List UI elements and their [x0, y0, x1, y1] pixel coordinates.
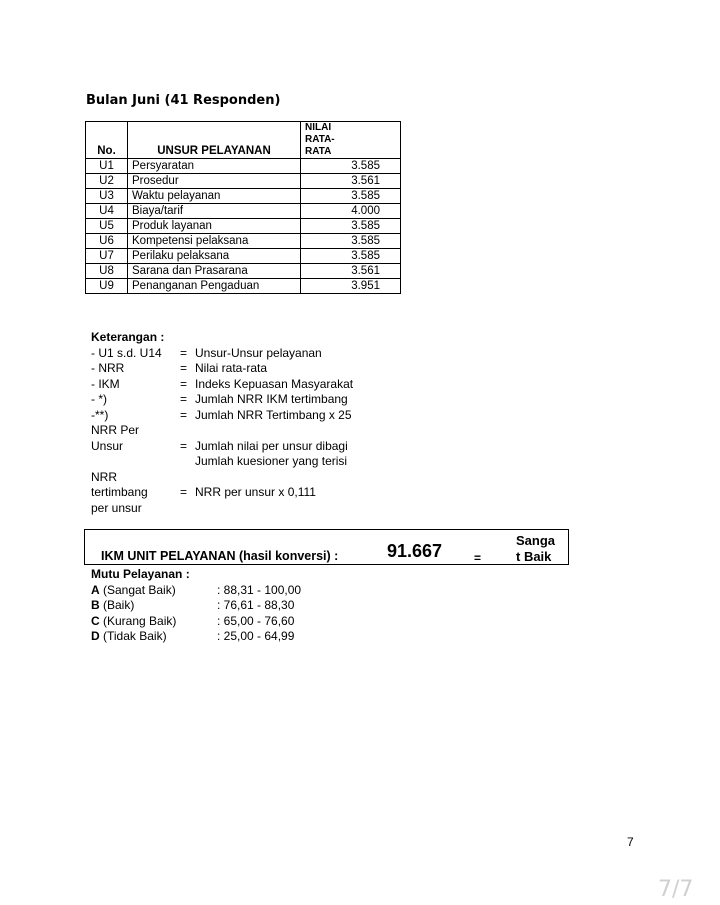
legend-row	[91, 470, 164, 486]
row-no: U6	[86, 234, 128, 249]
page-count: 7/7	[658, 877, 694, 902]
row-nilai: 4.000	[301, 204, 401, 219]
service-elements-table	[85, 121, 401, 294]
mutu-pelayanan	[91, 567, 302, 645]
row-unsur: Persyaratan	[128, 159, 301, 174]
legend-key: NRR Per	[91, 423, 140, 437]
legend-value: Jumlah NRR IKM tertimbang	[195, 392, 348, 406]
row-nilai: 3.585	[301, 249, 401, 264]
table-row	[86, 189, 401, 204]
legend-key: tertimbang	[91, 485, 148, 499]
row-no: U8	[86, 264, 128, 279]
grade-label	[91, 598, 134, 614]
legend-key: Unsur	[91, 438, 124, 453]
row-nilai: 3.561	[301, 174, 401, 189]
legend-equals: =	[180, 485, 188, 499]
row-no: U4	[86, 204, 128, 219]
grade-row	[91, 629, 295, 645]
row-unsur: Penanganan Pengaduan	[128, 279, 301, 294]
legend-equals: =	[180, 376, 188, 391]
row-unsur: Waktu pelayanan	[128, 189, 301, 204]
table-row	[86, 234, 401, 249]
row-no: U5	[86, 219, 128, 234]
grade-range: : 76,61 - 88,30	[217, 598, 295, 612]
legend-value: Indeks Kepuasan Masyarakat	[195, 376, 354, 391]
header-nilai-line: RATA-	[305, 134, 335, 145]
grade-row	[91, 613, 295, 630]
legend-value: NRR per unsur x 0,111	[195, 485, 316, 499]
legend-row	[91, 423, 164, 439]
legend-key: - NRR	[91, 361, 125, 375]
row-nilai: 3.561	[301, 264, 401, 279]
header-nilai-line: NILAI	[305, 122, 332, 133]
legend-value: Unsur-Unsur pelayanan	[195, 345, 322, 360]
legend-row	[91, 501, 164, 517]
legend-row	[91, 438, 348, 455]
grade-label	[91, 583, 176, 599]
grade-range: : 65,00 - 76,60	[217, 613, 295, 628]
header-no: No.	[86, 122, 128, 159]
section-heading: Bulan Juni (41 Responden)	[86, 93, 281, 108]
row-unsur: Perilaku pelaksana	[128, 249, 301, 264]
grade-desc: (Tidak Baik)	[99, 629, 167, 643]
grade-letter: D	[91, 629, 100, 643]
row-nilai: 3.951	[301, 279, 401, 294]
ikm-category-line: t Baik	[516, 549, 552, 564]
legend-key: NRR	[91, 469, 117, 484]
grade-letter: A	[91, 582, 100, 597]
row-unsur: Sarana dan Prasarana	[128, 264, 301, 279]
legend-value: Jumlah nilai per unsur dibagi	[195, 438, 348, 453]
legend-row	[91, 376, 354, 393]
legend-key: -**)	[91, 407, 109, 422]
keterangan-title: Keterangan :	[91, 330, 165, 344]
row-no: U7	[86, 249, 128, 264]
ikm-score: 91.667	[387, 541, 443, 561]
legend-key: per unsur	[91, 500, 142, 515]
header-nilai-line: RATA	[305, 146, 332, 157]
row-nilai: 3.585	[301, 159, 401, 174]
legend-equals: =	[180, 392, 188, 406]
grade-row	[91, 582, 302, 599]
row-nilai: 3.585	[301, 219, 401, 234]
legend-value: Nilai rata-rata	[195, 361, 268, 375]
legend-value: Jumlah kuesioner yang terisi	[195, 454, 348, 468]
legend-key: - U1 s.d. U14	[91, 345, 162, 360]
legend-key: - IKM	[91, 376, 120, 391]
legend-value: Jumlah NRR Tertimbang x 25	[195, 407, 352, 422]
row-no: U9	[86, 279, 128, 294]
legend-equals: =	[180, 345, 188, 360]
table-row	[86, 174, 401, 189]
grade-range: : 88,31 - 100,00	[217, 582, 302, 597]
legend-row	[91, 407, 352, 424]
ikm-category-line: Sanga	[516, 533, 556, 548]
ikm-equals: =	[474, 551, 482, 565]
grade-desc: (Kurang Baik)	[99, 613, 177, 628]
table-row	[86, 204, 401, 219]
grade-label	[91, 614, 176, 630]
grade-label	[91, 629, 167, 645]
row-nilai: 3.585	[301, 234, 401, 249]
table-header-row	[86, 122, 401, 159]
ikm-category	[516, 533, 564, 565]
table-row	[86, 249, 401, 264]
legend-row	[91, 485, 316, 501]
table-row	[86, 279, 401, 294]
legend-row	[91, 454, 348, 470]
row-unsur: Kompetensi pelaksana	[128, 234, 301, 249]
legend-equals: =	[180, 407, 188, 422]
table-row	[86, 264, 401, 279]
legend-row	[91, 345, 322, 362]
grade-row	[91, 598, 295, 614]
grade-letter: B	[91, 598, 100, 612]
legend-key: - *)	[91, 392, 107, 406]
header-nilai	[301, 122, 401, 159]
grade-letter: C	[91, 613, 100, 628]
row-unsur: Biaya/tarif	[128, 204, 301, 219]
grade-desc: (Baik)	[99, 598, 135, 612]
legend-equals: =	[180, 361, 188, 375]
row-no: U3	[86, 189, 128, 204]
legend-row	[91, 392, 348, 408]
row-no: U1	[86, 159, 128, 174]
row-unsur: Produk layanan	[128, 219, 301, 234]
table-row	[86, 159, 401, 174]
header-unsur: UNSUR PELAYANAN	[128, 122, 301, 159]
table-row	[86, 219, 401, 234]
ikm-label: IKM UNIT PELAYANAN (hasil konversi) :	[101, 549, 339, 563]
row-nilai: 3.585	[301, 189, 401, 204]
grade-range: : 25,00 - 64,99	[217, 629, 295, 643]
page-number: 7	[627, 835, 634, 849]
keterangan-legend	[91, 330, 354, 516]
legend-equals: =	[180, 438, 188, 453]
mutu-title: Mutu Pelayanan :	[91, 567, 190, 581]
legend-row	[91, 361, 268, 377]
row-unsur: Prosedur	[128, 174, 301, 189]
grade-desc: (Sangat Baik)	[99, 582, 176, 597]
row-no: U2	[86, 174, 128, 189]
